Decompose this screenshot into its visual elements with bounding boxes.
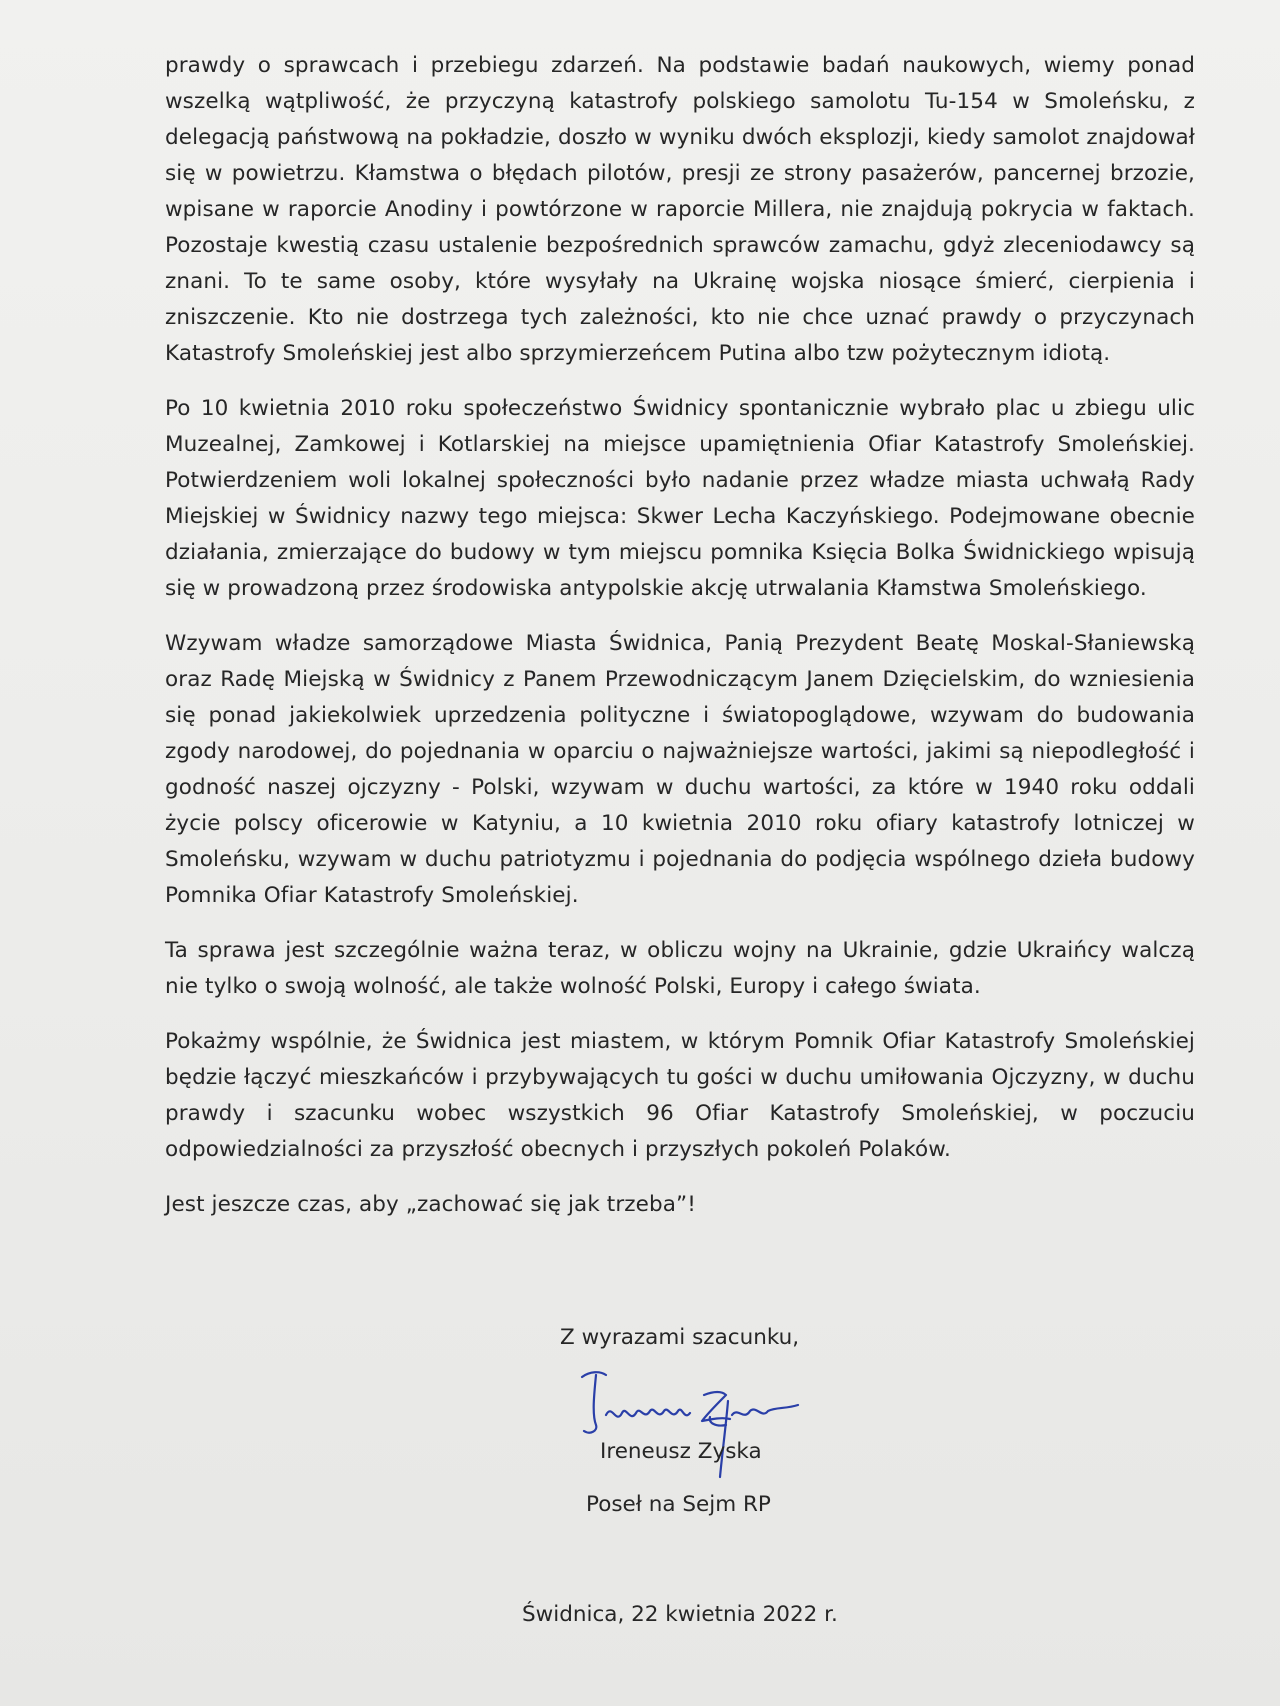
signer-role: Poseł na Sejm RP (586, 1492, 771, 1517)
signer-name: Ireneusz Zyska (600, 1439, 762, 1464)
paragraph-1: prawdy o sprawcach i przebiegu zdarzeń. Na podstawie badań naukowych, wiemy ponad wszelką wątpliwość, że przyczyną katastrofy polskiego samolotu Tu-154 w Smoleńsku, z delegacją państwową na pokładzie, doszło w wyniku dwóch eksplozji, kiedy samolot znajdował się w powietrzu. Kłamstwa o błędach pilotów, presji ze strony pasażerów, pancernej brzozie, wpisane w raporcie Anodiny i powtórzone w raporcie Millera, nie znajdują pokrycia w faktach. Pozostaje kwestią czasu ustalenie bezpośrednich sprawców zamachu, gdyż zleceniodawcy są znani. To te same osoby, które wysyłały na Ukrainę wojska niosące śmierć, cierpienia i zniszczenie. Kto nie dostrzega tych zależności, kto nie chce uznać prawdy o przyczynach Katastrofy Smoleńskiej jest albo sprzymierzeńcem Putina albo tzw pożytecznym idiotą. (165, 53, 1195, 366)
paragraph-6: Jest jeszcze czas, aby „zachować się jak trzeba”! (165, 1192, 696, 1217)
closing-salutation: Z wyrazami szacunku, (560, 1325, 800, 1350)
letter-body (165, 48, 1195, 1242)
paragraph-3: Wzywam władze samorządowe Miasta Świdnica, Panią Prezydent Beatę Moskal-Słaniewską oraz Radę Miejską w Świdnicy z Panem Przewodniczącym Janem Dzięcielskim, do wzniesienia się ponad jakiekolwiek uprzedzenia polityczne i światopoglądowe, wzywam do budowania zgody narodowej, do pojednania w oparciu o najważniejsze wartości, jakimi są niepodległość i godność naszej ojczyzny - Polski, wzywam w duchu wartości, za które w 1940 roku oddali życie polscy oficerowie w Katyniu, a 10 kwietnia 2010 roku ofiary katastrofy lotniczej w Smoleńsku, wzywam w duchu patriotyzmu i pojednania do podjęcia wspólnego dzieła budowy Pomnika Ofiar Katastrofy Smoleńskiej. (165, 631, 1195, 908)
place-and-date: Świdnica, 22 kwietnia 2022 r. (522, 1602, 838, 1627)
handwritten-signature (576, 1365, 836, 1485)
paragraph-2: Po 10 kwietnia 2010 roku społeczeństwo Świdnicy spontanicznie wybrało plac u zbiegu ulic Muzealnej, Zamkowej i Kotlarskiej na miejsce upamiętnienia Ofiar Katastrofy Smoleńskiej. Potwierdzeniem woli lokalnej społeczności było nadanie przez władze miasta uchwałą Rady Miejskiej w Świdnicy nazwy tego miejsca: Skwer Lecha Kaczyńskiego. Podejmowane obecnie działania, zmierzające do budowy w tym miejscu pomnika Księcia Bolka Świdnickiego wpisują się w prowadzoną przez środowiska antypolskie akcję utrwalania Kłamstwa Smoleńskiego. (165, 396, 1195, 601)
paragraph-5: Pokażmy wspólnie, że Świdnica jest miastem, w którym Pomnik Ofiar Katastrofy Smoleńskiej będzie łączyć mieszkańców i przybywających tu gości w duchu umiłowania Ojczyzny, w duchu prawdy i szacunku wobec wszystkich 96 Ofiar Katastrofy Smoleńskiej, w poczuciu odpowiedzialności za przyszłość obecnych i przyszłych pokoleń Polaków. (165, 1029, 1195, 1162)
paragraph-4: Ta sprawa jest szczególnie ważna teraz, w obliczu wojny na Ukrainie, gdzie Ukraińcy walczą nie tylko o swoją wolność, ale także wolność Polski, Europy i całego świata. (165, 938, 1195, 999)
